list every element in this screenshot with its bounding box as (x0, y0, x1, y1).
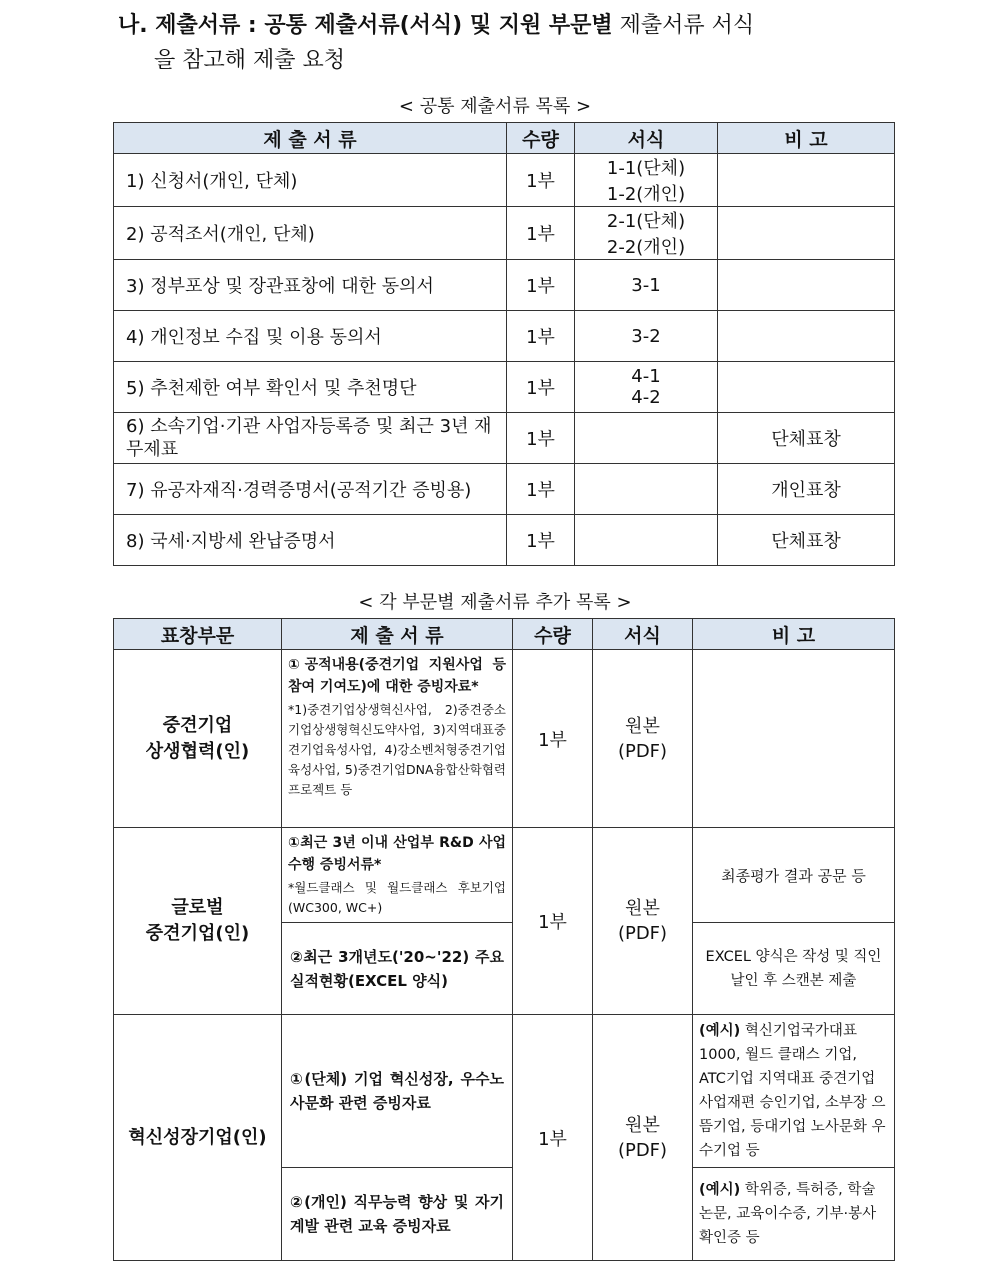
table-header-row (114, 123, 895, 154)
qty-cell: 1부 (507, 515, 575, 566)
note-text: 학위증, 특허증, 학술논문, 교육이수증, 기부·봉사 확인증 등 (699, 1182, 877, 1246)
form-cell (575, 515, 718, 566)
doc-footnote: *1)중견기업상생혁신사업, 2)중견중소기업상생형혁신도약사업, 3)지역대표중견기업육성사업, 4)강소벤처형중견기업육성사업, 5)중견기업DNA융합산학협력프로젝트 등 (288, 702, 506, 797)
doc-main-text: ②최근 3개년도('20~'22) 주요실적현황(EXCEL 양식) (290, 947, 504, 990)
header-form: 서식 (575, 123, 718, 154)
doc-cell (282, 923, 513, 1015)
table-row (114, 828, 895, 923)
qty-cell: 1부 (507, 260, 575, 311)
common-table-caption: < 공통 제출서류 목록 > (398, 96, 592, 117)
sector-documents-table (113, 618, 895, 1261)
table-row (114, 650, 895, 828)
note-cell: 최종평가 결과 공문 등 (693, 828, 895, 923)
category-cell: 글로벌 중견기업(인) (114, 828, 282, 1015)
qty-cell: 1부 (507, 413, 575, 464)
note-cell (718, 311, 895, 362)
note-cell (718, 207, 895, 260)
form-cell: 4-1 4-2 (575, 362, 718, 413)
heading-line2: 을 참고해 제출 요청 (154, 48, 345, 73)
header-documents: 제 출 서 류 (282, 619, 513, 650)
table-row (114, 464, 895, 515)
table-row (114, 362, 895, 413)
form-cell: 원본 (PDF) (593, 650, 693, 828)
header-remarks: 비 고 (718, 123, 895, 154)
note-cell (693, 650, 895, 828)
example-label: (예시) (699, 1023, 741, 1039)
doc-cell: 1) 신청서(개인, 단체) (114, 154, 507, 207)
note-cell (693, 1015, 895, 1168)
sector-table-caption: < 각 부문별 제출서류 추가 목록 > (358, 592, 632, 613)
form-cell: 3-1 (575, 260, 718, 311)
qty-cell: 1부 (513, 650, 593, 828)
form-cell (575, 413, 718, 464)
form-cell: 1-1(단체) 1-2(개인) (575, 154, 718, 207)
doc-main-text: ①최근 3년 이내 산업부 R&D 사업 수행 증빙서류* (288, 835, 506, 873)
qty-cell: 1부 (507, 207, 575, 260)
header-quantity: 수량 (507, 123, 575, 154)
doc-footnote: *월드클래스 및 월드클래스 후보기업(WC300, WC+) (288, 880, 506, 915)
example-label: (예시) (699, 1182, 741, 1198)
note-cell (718, 362, 895, 413)
header-remarks: 비 고 (693, 619, 895, 650)
doc-cell: 5) 추천제한 여부 확인서 및 추천명단 (114, 362, 507, 413)
qty-cell: 1부 (507, 154, 575, 207)
form-cell: 2-1(단체) 2-2(개인) (575, 207, 718, 260)
section-heading (118, 8, 898, 78)
category-cell: 중견기업 상생협력(인) (114, 650, 282, 828)
note-cell: 개인표창 (718, 464, 895, 515)
qty-cell: 1부 (513, 828, 593, 1015)
doc-cell: 2) 공적조서(개인, 단체) (114, 207, 507, 260)
header-documents: 제 출 서 류 (114, 123, 507, 154)
heading-lead: 나. 제출서류 : 공통 제출서류(서식) 및 지원 부문별 (118, 13, 613, 38)
common-documents-table (113, 122, 895, 566)
table-row (114, 311, 895, 362)
doc-main-text: ①공적내용(중견기업 지원사업 등 참여 기여도)에 대한 증빙자료* (288, 657, 506, 695)
table-row (114, 154, 895, 207)
note-cell: 단체표창 (718, 515, 895, 566)
table-header-row (114, 619, 895, 650)
note-text: 혁신기업국가대표 1000, 월드 클래스 기업, ATC기업 지역대표 중견기업 사업재편 승인기업, 소부장 으뜸기업, 등대기업 노사문화 우수기업 등 (699, 1023, 886, 1159)
table-row (114, 207, 895, 260)
table-row (114, 1015, 895, 1168)
doc-main-text: ①(단체) 기업 혁신성장, 우수노사문화 관련 증빙자료 (290, 1070, 504, 1112)
table-row (114, 413, 895, 464)
form-cell: 원본 (PDF) (593, 1015, 693, 1261)
heading-rest: 제출서류 서식 (619, 13, 755, 38)
note-cell (718, 260, 895, 311)
qty-cell: 1부 (507, 362, 575, 413)
doc-cell (282, 1168, 513, 1261)
doc-cell: 4) 개인정보 수집 및 이용 동의서 (114, 311, 507, 362)
doc-cell (282, 1015, 513, 1168)
doc-main-text: ②(개인) 직무능력 향상 및 자기 계발 관련 교육 증빙자료 (290, 1193, 504, 1235)
table-row (114, 515, 895, 566)
note-cell: EXCEL 양식은 작성 및 직인 날인 후 스캔본 제출 (693, 923, 895, 1015)
note-cell: 단체표창 (718, 413, 895, 464)
form-cell: 3-2 (575, 311, 718, 362)
note-cell (718, 154, 895, 207)
form-cell: 원본 (PDF) (593, 828, 693, 1015)
qty-cell: 1부 (507, 464, 575, 515)
doc-cell: 7) 유공자재직·경력증명서(공적기간 증빙용) (114, 464, 507, 515)
header-form: 서식 (593, 619, 693, 650)
qty-cell: 1부 (507, 311, 575, 362)
header-category: 표창부문 (114, 619, 282, 650)
table-row (114, 260, 895, 311)
note-cell (693, 1168, 895, 1261)
header-quantity: 수량 (513, 619, 593, 650)
doc-cell (282, 650, 513, 828)
doc-cell (282, 828, 513, 923)
category-cell: 혁신성장기업(인) (114, 1015, 282, 1261)
form-cell (575, 464, 718, 515)
qty-cell: 1부 (513, 1015, 593, 1261)
doc-cell: 8) 국세·지방세 완납증명서 (114, 515, 507, 566)
doc-cell: 3) 정부포상 및 장관표창에 대한 동의서 (114, 260, 507, 311)
doc-cell: 6) 소속기업·기관 사업자등록증 및 최근 3년 재무제표 (114, 413, 507, 464)
